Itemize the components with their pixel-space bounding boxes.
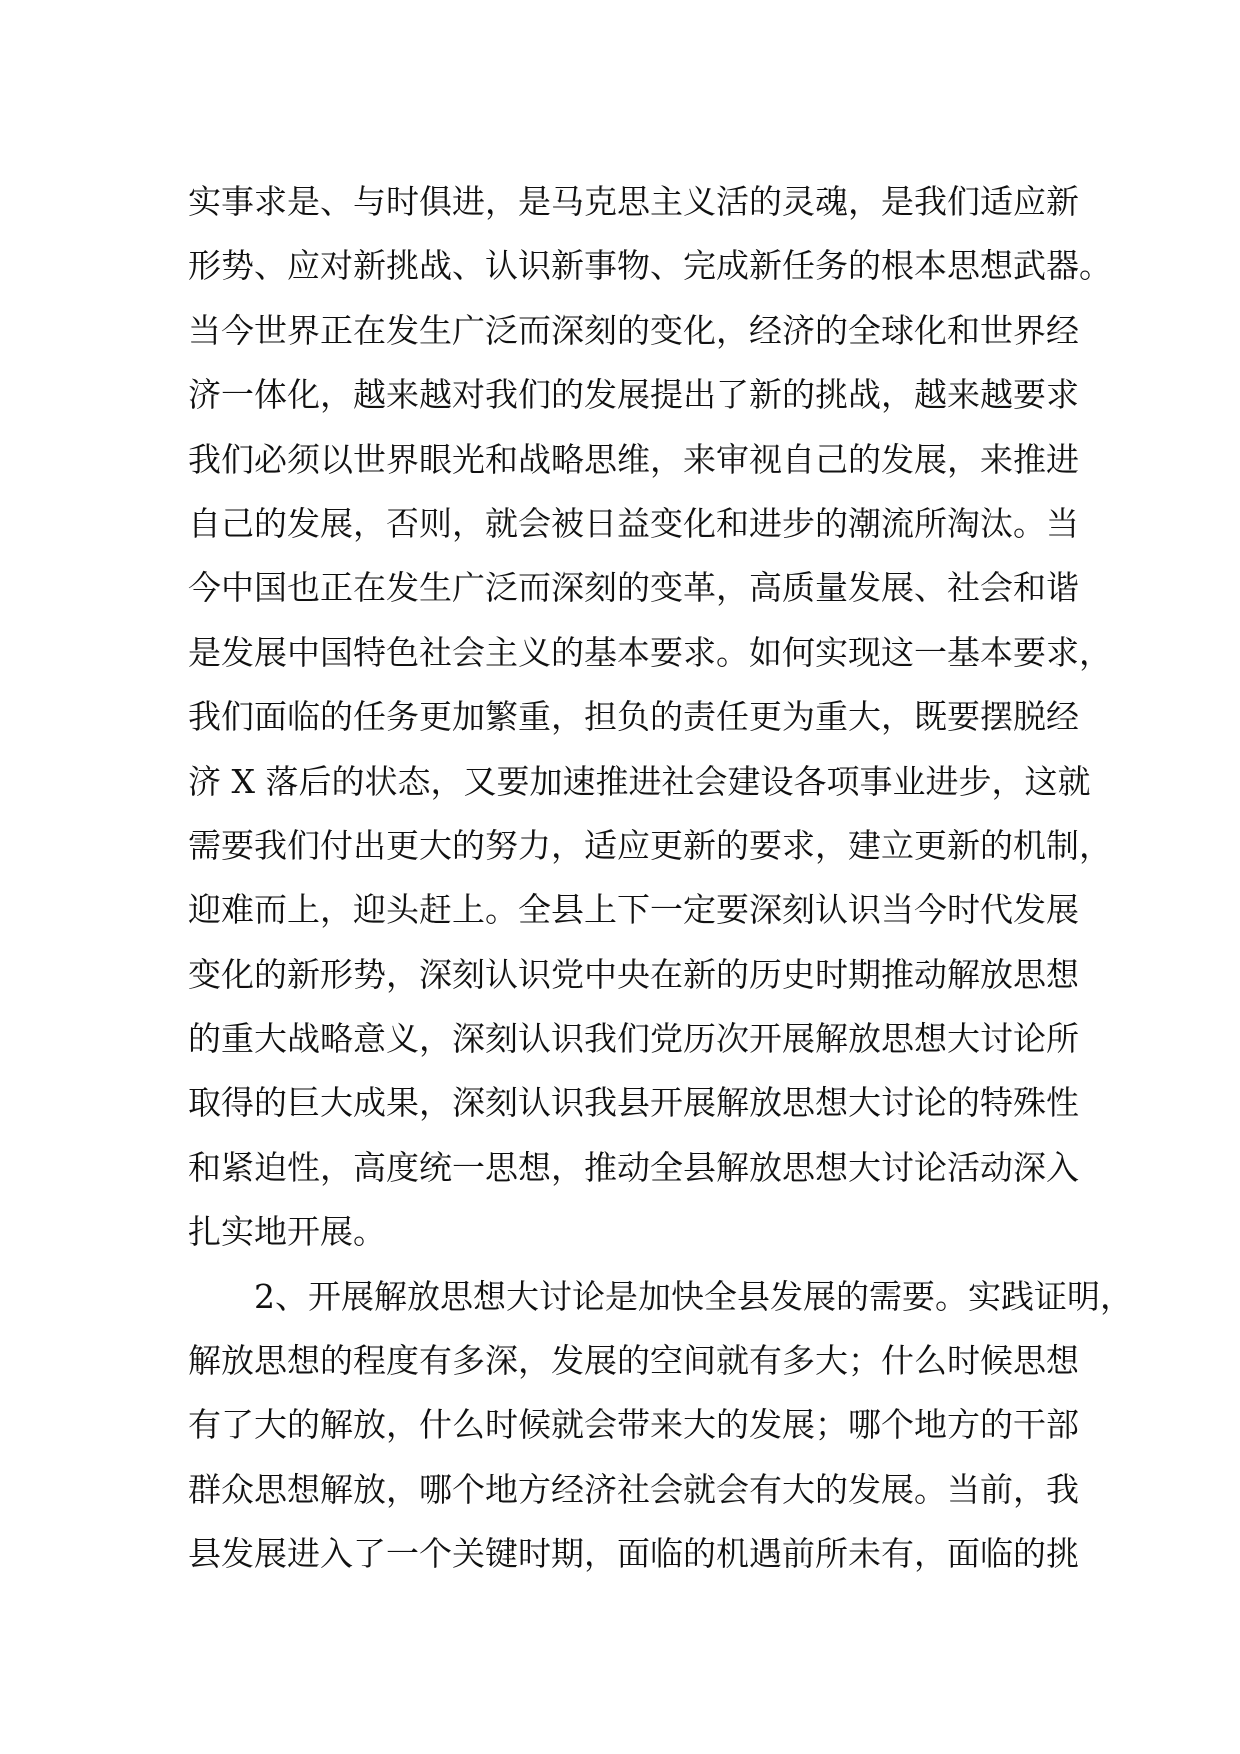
text-line: 需要我们付出更大的努力，适应更新的要求，建立更新的机制， [188, 825, 1112, 865]
text-line: 我们必须以世界眼光和战略思维，来审视自己的发展，来推进 [188, 439, 1079, 479]
text-line: 县发展进入了一个关键时期，面临的机遇前所未有，面临的挑 [188, 1534, 1079, 1574]
text-line: 是发展中国特色社会主义的基本要求。如何实现这一基本要求， [188, 632, 1112, 672]
text-line: 2、开展解放思想大讨论是加快全县发展的需要。实践证明， [254, 1276, 1133, 1316]
text-line: 解放思想的程度有多深，发展的空间就有多大；什么时候思想 [188, 1341, 1079, 1381]
text-line: 今中国也正在发生广泛而深刻的变革，高质量发展、社会和谐 [188, 568, 1079, 608]
text-line: 群众思想解放，哪个地方经济社会就会有大的发展。当前，我 [188, 1469, 1079, 1509]
text-line: 济 X 落后的状态，又要加速推进社会建设各项事业进步，这就 [188, 761, 1091, 801]
text-line: 实事求是、与时俱进，是马克思主义活的灵魂，是我们适应新 [188, 182, 1079, 221]
paragraph-2 [188, 1265, 1133, 1587]
text-line: 变化的新形势，深刻认识党中央在新的历史时期推动解放思想 [188, 954, 1079, 994]
text-line: 迎难而上，迎头赶上。全县上下一定要深刻认识当今时代发展 [188, 890, 1079, 930]
text-line: 有了大的解放，什么时候就会带来大的发展；哪个地方的干部 [188, 1405, 1079, 1445]
text-line: 当今世界正在发生广泛而深刻的变化，经济的全球化和世界经 [188, 310, 1079, 350]
text-line: 扎实地开展。 [188, 1212, 386, 1252]
text-line: 自己的发展，否则，就会被日益变化和进步的潮流所淘汰。当 [188, 503, 1079, 543]
text-line: 济一体化，越来越对我们的发展提出了新的挑战，越来越要求 [188, 375, 1079, 415]
text-line: 的重大战略意义，深刻认识我们党历次开展解放思想大讨论所 [188, 1019, 1079, 1059]
text-line: 形势、应对新挑战、认识新事物、完成新任务的根本思想武器。 [188, 246, 1112, 286]
text-line: 我们面临的任务更加繁重，担负的责任更为重大，既要摆脱经 [188, 697, 1079, 737]
paragraph-1 [188, 170, 1112, 1265]
text-line: 取得的巨大成果，深刻认识我县开展解放思想大讨论的特殊性 [188, 1083, 1079, 1123]
text-line: 和紧迫性，高度统一思想，推动全县解放思想大讨论活动深入 [188, 1147, 1079, 1187]
document-body [188, 170, 1133, 1587]
